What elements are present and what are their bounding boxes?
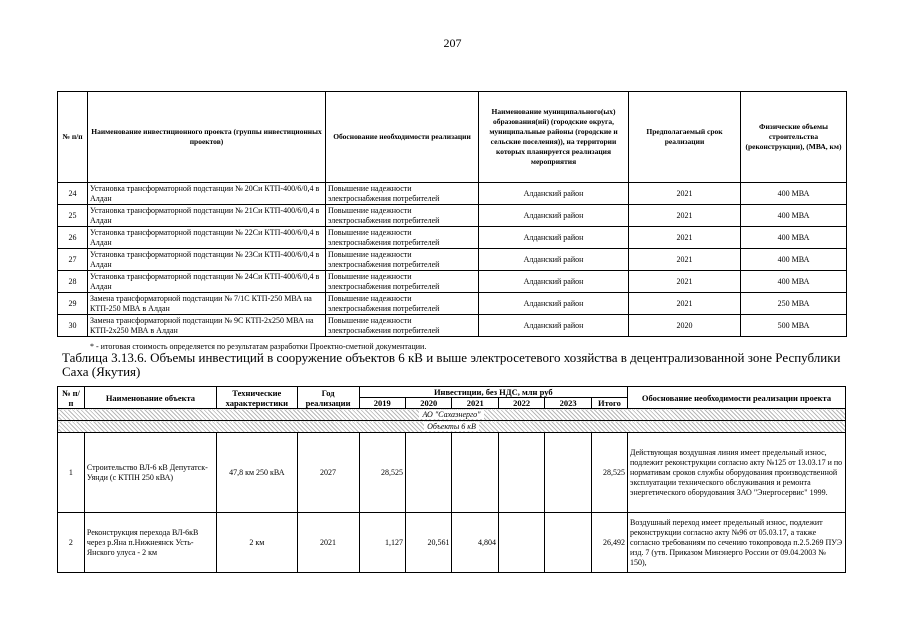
header-year-2022: 2022 xyxy=(498,398,544,409)
header-num: № п/п xyxy=(58,92,88,183)
row-volume: 400 МВА xyxy=(741,271,847,293)
row-justification: Повышение надежности электроснабжения потребителей xyxy=(326,205,479,227)
header-volumes: Физические объемы строительства (реконструкции), (МВА, км) xyxy=(741,92,847,183)
row-object-name: Строительство ВЛ-6 кВ Депутатск-Уянди (с КТПН 250 кВА) xyxy=(84,433,216,513)
row-municipality: Алданский район xyxy=(479,271,629,293)
header-total: Итого xyxy=(591,398,627,409)
row-justification: Воздушный переход имеет предельный износ, подлежит реконструкции согласно акту №96 от 05.03.17, а также согласно требованиям по сечению токопровода п.2.5.269 ПУЭ изд. 7 (утв. Приказом Минэнерго России от 09.04.2003 № 150), xyxy=(628,513,846,573)
table-row xyxy=(58,249,847,271)
row-municipality: Алданский район xyxy=(479,315,629,337)
table-row xyxy=(58,227,847,249)
row-municipality: Алданский район xyxy=(479,183,629,205)
row-total: 26,492 xyxy=(591,513,627,573)
row-project-name: Установка трансформаторной подстанции № 24Си КТП-400/6/0,4 в Алдан xyxy=(88,271,326,293)
row-justification: Повышение надежности электроснабжения потребителей xyxy=(326,183,479,205)
row-municipality: Алданский район xyxy=(479,293,629,315)
row-volume: 400 МВА xyxy=(741,183,847,205)
row-volume: 250 МВА xyxy=(741,293,847,315)
decentralized-zone-investment-table xyxy=(57,386,846,573)
header-justification: Обоснование необходимости реализации проекта xyxy=(628,387,846,409)
row-value-2021: 4,804 xyxy=(452,513,498,573)
section-label: Объекты 6 кВ xyxy=(424,422,479,431)
row-project-name: Замена трансформаторной подстанции № 9С КТП-2х250 МВА на КТП-2х250 МВА в Алдан xyxy=(88,315,326,337)
table-caption: Таблица 3.13.6. Объемы инвестиций в сооружение объектов 6 кВ и выше электросетевого хозяйства в децентрализованной зоне Республики Саха (Якутия) xyxy=(62,350,841,379)
row-volume: 400 МВА xyxy=(741,227,847,249)
row-year: 2021 xyxy=(297,513,359,573)
row-project-name: Установка трансформаторной подстанции № 20Си КТП-400/6/0,4 в Алдан xyxy=(88,183,326,205)
row-num: 24 xyxy=(58,183,88,205)
table-row xyxy=(58,315,847,337)
header-investments: Инвестиции, без НДС, млн руб xyxy=(359,387,627,398)
row-term: 2021 xyxy=(629,183,741,205)
table-row xyxy=(58,205,847,227)
row-justification: Повышение надежности электроснабжения потребителей xyxy=(326,227,479,249)
row-num: 28 xyxy=(58,271,88,293)
row-volume: 400 МВА xyxy=(741,205,847,227)
footnote: * - итоговая стоимость определяется по результатам разработки Проектно-сметной документации. xyxy=(90,342,427,351)
row-project-name: Установка трансформаторной подстанции № 22Си КТП-400/6/0,4 в Алдан xyxy=(88,227,326,249)
row-object-name: Реконструкция перехода ВЛ-6кВ через р.Яна п.Нижнеянск Усть-Янского улуса - 2 км xyxy=(84,513,216,573)
row-project-name: Замена трансформаторной подстанции № 7/1С КТП-250 МВА на КТП-250 МВА в Алдан xyxy=(88,293,326,315)
row-justification: Повышение надежности электроснабжения потребителей xyxy=(326,271,479,293)
row-term: 2021 xyxy=(629,205,741,227)
table-row xyxy=(58,293,847,315)
row-num: 25 xyxy=(58,205,88,227)
header-project-name: Наименование инвестиционного проекта (группы инвестиционных проектов) xyxy=(88,92,326,183)
row-justification: Повышение надежности электроснабжения потребителей xyxy=(326,315,479,337)
row-value-2023 xyxy=(545,513,591,573)
row-value-2022 xyxy=(498,433,544,513)
table-header-row xyxy=(58,387,846,398)
header-num: № п/п xyxy=(58,387,85,409)
page-number: 207 xyxy=(443,36,462,50)
row-year: 2027 xyxy=(297,433,359,513)
row-total: 28,525 xyxy=(591,433,627,513)
row-value-2019: 28,525 xyxy=(359,433,405,513)
table-row xyxy=(58,513,846,573)
header-justification: Обоснование необходимости реализации xyxy=(326,92,479,183)
row-value-2021 xyxy=(452,433,498,513)
row-tech: 2 км xyxy=(217,513,298,573)
header-year-2021: 2021 xyxy=(452,398,498,409)
row-municipality: Алданский район xyxy=(479,205,629,227)
row-municipality: Алданский район xyxy=(479,227,629,249)
row-justification: Повышение надежности электроснабжения потребителей xyxy=(326,293,479,315)
row-term: 2021 xyxy=(629,271,741,293)
row-term: 2020 xyxy=(629,315,741,337)
header-object-name: Наименование объекта xyxy=(84,387,216,409)
row-num: 29 xyxy=(58,293,88,315)
header-year-2019: 2019 xyxy=(359,398,405,409)
row-num: 30 xyxy=(58,315,88,337)
row-num: 1 xyxy=(58,433,85,513)
org-row xyxy=(58,409,846,421)
row-tech: 47,8 км 250 кВА xyxy=(217,433,298,513)
table-row xyxy=(58,271,847,293)
row-term: 2021 xyxy=(629,293,741,315)
investment-projects-table xyxy=(57,91,847,337)
table-header-row xyxy=(58,92,847,183)
row-project-name: Установка трансформаторной подстанции № 23Си КТП-400/6/0,4 в Алдан xyxy=(88,249,326,271)
row-value-2020 xyxy=(406,433,452,513)
table-row xyxy=(58,183,847,205)
header-tech: Технические характеристики xyxy=(217,387,298,409)
header-year: Год реализации xyxy=(297,387,359,409)
header-municipality: Наименование муниципального(ых) образования(ий) (городские округа, муниципальные районы (городские и сельские поселения)), на территории которых планируется реализация мероприятия xyxy=(479,92,629,183)
row-volume: 400 МВА xyxy=(741,249,847,271)
row-term: 2021 xyxy=(629,227,741,249)
row-num: 2 xyxy=(58,513,85,573)
row-project-name: Установка трансформаторной подстанции № 21Си КТП-400/6/0,4 в Алдан xyxy=(88,205,326,227)
section-row xyxy=(58,421,846,433)
row-volume: 500 МВА xyxy=(741,315,847,337)
header-term: Предполагаемый срок реализации xyxy=(629,92,741,183)
row-num: 26 xyxy=(58,227,88,249)
row-value-2023 xyxy=(545,433,591,513)
row-value-2019: 1,127 xyxy=(359,513,405,573)
row-num: 27 xyxy=(58,249,88,271)
row-municipality: Алданский район xyxy=(479,249,629,271)
row-term: 2021 xyxy=(629,249,741,271)
row-justification: Повышение надежности электроснабжения потребителей xyxy=(326,249,479,271)
row-value-2022 xyxy=(498,513,544,573)
org-label: АО "Сахаэнерго" xyxy=(419,410,483,419)
header-year-2023: 2023 xyxy=(545,398,591,409)
header-year-2020: 2020 xyxy=(406,398,452,409)
row-justification: Действующая воздушная линия имеет предельный износ, подлежит реконструкции согласно акту №125 от 13.03.17 и по нормативам сроков службы оборудования производственной эксплуатации технического обслуживания и ремонта энергетического оборудования ЗАО "Энергосервис" 1999. xyxy=(628,433,846,513)
table-row xyxy=(58,433,846,513)
row-value-2020: 20,561 xyxy=(406,513,452,573)
